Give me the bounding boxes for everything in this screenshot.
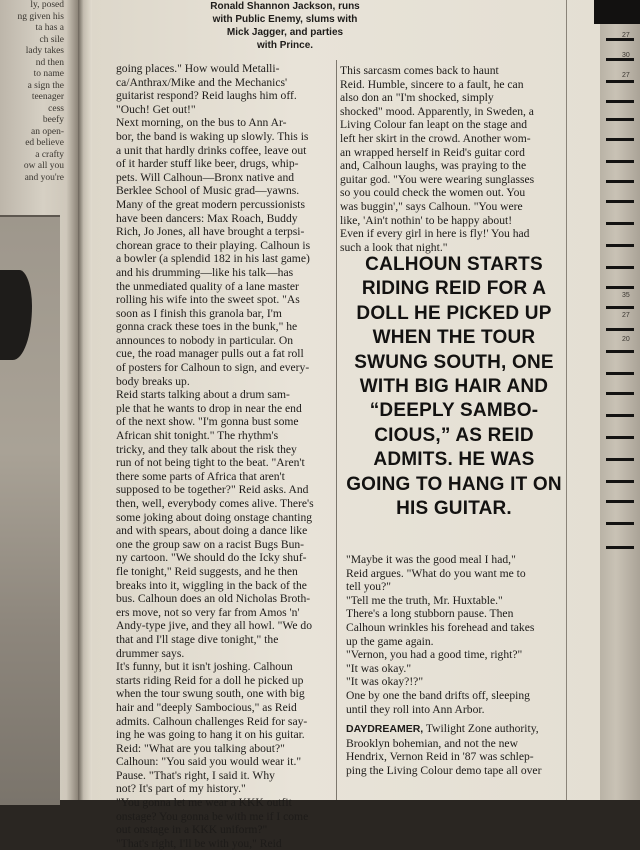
article-text-line: bus. Calhoun does an old Nicholas Broth- — [116, 592, 311, 606]
page-edge-tick — [606, 522, 634, 525]
article-text-line: Reid argues. "What do you want me to — [346, 566, 526, 580]
page-edge-number: 20 — [622, 336, 630, 343]
article-text-line: up the game again. — [346, 634, 434, 648]
left-page-text-line: ed believe — [25, 138, 64, 148]
article-text-line: of the next show. "I'm gonna bust some — [116, 415, 299, 429]
left-page-text-line: a crafty — [35, 149, 64, 160]
article-text-line: One by one the band drifts off, sleeping — [346, 688, 530, 702]
article-text-line: rolling his wife into the sweet spot. "As — [116, 293, 300, 307]
article-text-line: "Vernon, you had a good time, right?" — [346, 648, 523, 662]
article-text-line: Reid: "What are you talking about?" — [116, 741, 285, 755]
page-edge-number: 27 — [622, 312, 630, 319]
article-column-right-top — [340, 64, 562, 254]
article-text-line: There's a long stubborn pause. Then — [346, 607, 514, 621]
article-text-line: Reid. Humble, sincere to a fault, he can — [340, 77, 524, 91]
page-edge-tick — [606, 458, 634, 461]
article-text-line: drummer says. — [116, 646, 185, 660]
page-edge-tick — [606, 436, 634, 439]
page-edge-tick — [606, 160, 634, 163]
left-page-text-line: ly, posed — [30, 0, 64, 10]
article-text-line: pets. Will Calhoun—Bronx native and — [116, 170, 295, 184]
left-page-text-line: ch sile — [39, 34, 64, 45]
article-text-line: guitar god. "You were wearing sunglasses — [340, 172, 535, 186]
article-text-line: Living Colour fan leapt on the stage and — [340, 118, 528, 132]
article-text-line: chorean grace to their playing. Calhoun is — [116, 238, 311, 252]
article-text-line: of it harder stuff like beer, drugs, whip- — [116, 157, 299, 171]
page-edge-tick — [606, 266, 634, 269]
article-text-line: "Tell me the truth, Mr. Huxtable." — [346, 593, 503, 607]
article-text-line: some joking about doing onstage chanting — [116, 510, 313, 524]
left-page-text-line: to name — [33, 69, 64, 79]
article-text-line: an wrapped herself in Reid's guitar cord — [340, 145, 525, 159]
article-text-line: "It was okay?!?" — [346, 675, 424, 689]
left-page-text — [0, 0, 70, 184]
page-edge-tick — [606, 306, 634, 309]
article-text-line: when the tour swung south, one with big — [116, 687, 305, 701]
page-gutter — [78, 0, 92, 800]
left-page-text-line: a sign the — [27, 80, 64, 91]
page-edge-tick — [606, 372, 634, 375]
article-text-line: the unmediated quality of a lane master — [116, 279, 299, 293]
article-text-line: ing he was going to hang it on his guitar. — [116, 728, 305, 742]
article-text-line: have been dancers: Max Roach, Buddy — [116, 211, 298, 225]
article-text-line: that and I'll stage dive tonight," the — [116, 632, 279, 646]
article-text-line: This sarcasm comes back to haunt — [340, 64, 499, 77]
article-column-left — [116, 62, 334, 850]
article-text-line: ping the Living Colour demo tape all over — [346, 763, 542, 777]
left-page-text-line: ng given his — [17, 11, 64, 22]
pull-quote-line: CIOUS,” AS REID — [374, 424, 534, 446]
article-text-line: run of not being tight to the beat. "Aren't — [116, 456, 305, 470]
article-text-line: also don an "I'm shocked, simply — [340, 91, 494, 105]
page-edge-tick — [606, 480, 634, 483]
article-text-line: like, 'Ain't nothin' to be happy about! — [340, 213, 513, 227]
article-column-right-bottom — [346, 553, 562, 778]
page-edge-tick — [606, 350, 634, 353]
page-edge-number: 27 — [622, 72, 630, 79]
article-text-line: Calhoun wrinkles his forehead and takes — [346, 620, 535, 634]
caption-line: Ronald Shannon Jackson, runs — [210, 1, 360, 12]
article-text-line: a unit that hardly drinks coffee, leave out — [116, 143, 307, 157]
left-page-text-line: ow all you — [23, 161, 64, 171]
left-page-text-line: cess — [48, 103, 64, 114]
pull-quote — [346, 253, 562, 521]
page-edge-tick — [606, 286, 634, 289]
left-page-text-line: teenager — [31, 92, 64, 102]
article-text-line: "You gonna let me wear a KKK outfit — [116, 796, 292, 810]
article-text-line: "That's right, I'll be with you," Reid — [116, 836, 282, 850]
article-text-line: going places." How would Metalli- — [116, 62, 280, 75]
article-text-line: ca/Anthrax/Mike and the Mechanics' — [116, 75, 288, 89]
article-text-line: soon as I finish this granola bar, I'm — [116, 306, 282, 320]
page-edge-number: 30 — [622, 52, 630, 59]
article-text-line: gonna crack these toes in the bunk," he — [116, 320, 298, 334]
pull-quote-line: HIS GUITAR. — [396, 498, 512, 520]
article-text-line: ple that he wants to drop in near the end — [116, 401, 302, 415]
article-text-line: cue, the road manager pulls out a fat roll — [116, 347, 304, 361]
page-edge-tick — [606, 500, 634, 503]
left-page-text-line: lady takes — [25, 46, 64, 56]
section-lead-line — [346, 722, 562, 737]
caption-line: Mick Jagger, and parties — [226, 27, 344, 38]
pull-quote-line: CALHOUN STARTS — [365, 254, 543, 275]
page-edge-tick — [606, 328, 634, 331]
article-text-line: Reid starts talking about a drum sam- — [116, 388, 290, 402]
article-text-line: Many of the great modern percussionists — [116, 197, 305, 211]
article-text-line: and with spears, about doing a dance like — [116, 524, 308, 538]
pull-quote-line: DOLL HE PICKED UP — [356, 302, 552, 324]
article-text-line: until they roll into Ann Arbor. — [346, 702, 485, 716]
article-text-line: supposed to be together?" Reid asks. And — [116, 483, 309, 497]
column-rule — [336, 60, 337, 800]
article-text-line: not? It's part of my history." — [116, 782, 246, 796]
article-text-line: tricky, and they talk about the risk they — [116, 442, 297, 456]
page-edge-tick — [606, 138, 634, 141]
article-text-line: such a look that night." — [340, 240, 448, 254]
article-text-line: a bowler (a splendid 182 in his last game) — [116, 252, 310, 266]
article-text-line: shocked" mood. Apparently, in Sweden, a — [340, 104, 534, 118]
page-edge-tick — [606, 414, 634, 417]
article-text-line: body breaks up. — [116, 374, 190, 388]
left-page-text-line: beefy — [42, 115, 64, 125]
article-text-line: "Ouch! Get out!" — [116, 102, 196, 116]
article-text-line: It's funny, but it isn't joshing. Calhoun — [116, 660, 293, 674]
photo-caption — [200, 0, 370, 52]
left-page-text-line: and you're — [24, 172, 64, 183]
article-text-line: hair and "deeply Sambocious," as Reid — [116, 700, 297, 714]
pull-quote-line: WHEN THE TOUR — [372, 327, 536, 349]
pull-quote-line: RIDING REID FOR A — [361, 278, 547, 300]
page-edge-rule — [566, 0, 567, 800]
pull-quote-line: ADMITS. HE WAS — [373, 449, 535, 471]
pull-quote-line: “DEEPLY SAMBO- — [369, 400, 539, 422]
article-text-line: starts riding Reid for a doll he picked up — [116, 673, 304, 687]
article-text-line: admits. Calhoun challenges Reid for say- — [116, 714, 308, 728]
article-text-line: then, well, everybody comes alive. There's — [116, 497, 314, 510]
page-edge-tick — [606, 244, 634, 247]
article-text-line: bor, the band is waking up slowly. This is — [116, 129, 309, 143]
page-edge-tick — [606, 200, 634, 203]
article-text-line: Andy-type jive, and they all howl. "We do — [116, 619, 313, 633]
article-text-line: was buggin'," says Calhoun. "You were — [340, 199, 523, 213]
article-text-line: of posters for Calhoun to sign, and every- — [116, 361, 310, 375]
article-text-line: tell you?" — [346, 580, 391, 594]
article-text-line: ny cartoon. "We should do the Icky shuf- — [116, 551, 307, 565]
article-text-line: Pause. "That's right, I said it. Why — [116, 768, 275, 782]
article-text-line: Berklee School of Music grad—yawns. — [116, 184, 300, 198]
section-lead-text: Twilight Zone authority, — [423, 722, 539, 736]
article-text-line: ers move, not so very far from Amos 'n' — [116, 605, 300, 619]
article-text-line: fle tonight," Reid suggests, and he then — [116, 564, 298, 578]
page-edge-tick — [606, 546, 634, 549]
pull-quote-line: SWUNG SOUTH, ONE — [354, 351, 554, 373]
page-edge-tick — [606, 180, 634, 183]
left-page — [0, 0, 78, 800]
article-text-line: left her skirt in the crowd. Another wom- — [340, 131, 531, 145]
caption-line: with Public Enemy, slums with — [212, 14, 358, 25]
article-text-line: one the group saw on a racist Bugs Bun- — [116, 537, 305, 551]
article-text-line: Rich, Jo Jones, all have brought a terpsi- — [116, 225, 305, 239]
article-text-line: out onstage in a KKK uniform?" — [116, 823, 268, 837]
article-text-line: Even if every girl in here is fly!' You had — [340, 227, 530, 241]
article-text-line: onstage? You gonna be with me if I come — [116, 809, 309, 823]
page-edge-tick — [606, 80, 634, 83]
article-text-line: and his drumming—like his talk—has — [116, 265, 294, 279]
page-edge-tick — [606, 222, 634, 225]
article-text-line: there some parts of Africa that aren't — [116, 469, 285, 483]
article-text-line: "It was okay." — [346, 661, 412, 675]
left-page-text-line: an open- — [31, 126, 64, 137]
pull-quote-line: WITH BIG HAIR AND — [359, 376, 549, 398]
page-edge-number: 35 — [622, 292, 630, 299]
page-edge-tick — [606, 392, 634, 395]
article-text-line: guitarist respond? Reid laughs him off. — [116, 89, 297, 103]
page-edge-tick — [606, 100, 634, 103]
section-lead-word: DAYDREAMER, — [346, 723, 424, 736]
caption-line: with Prince. — [256, 40, 314, 51]
article-text-line: Next morning, on the bus to Ann Ar- — [116, 116, 287, 130]
right-page-black-bar — [594, 0, 640, 24]
article-text-line: announces to nobody in particular. On — [116, 333, 294, 347]
left-page-text-line: ta has a — [35, 23, 64, 33]
page-edge-tick — [606, 118, 634, 121]
page-edge-number: 27 — [622, 32, 630, 39]
article-text-line: so you could check the women out. You — [340, 186, 526, 200]
article-text-line: "Maybe it was the good meal I had," — [346, 553, 516, 566]
article-text-line: Brooklyn bohemian, and not the new — [346, 736, 518, 750]
article-text-line: and, Calhoun laughs, was praying to the — [340, 159, 527, 173]
pull-quote-line: GOING TO HANG IT ON — [346, 473, 562, 495]
article-text-line: Calhoun: "You said you would wear it." — [116, 755, 302, 769]
article-text-line: African shit tonight." The rhythm's — [116, 429, 279, 443]
article-text-line: Hendrix, Vernon Reid in '87 was schlep- — [346, 750, 534, 764]
left-page-text-line: nd then — [35, 57, 64, 68]
article-text-line: breaks into it, wiggling in the back of the — [116, 578, 307, 592]
